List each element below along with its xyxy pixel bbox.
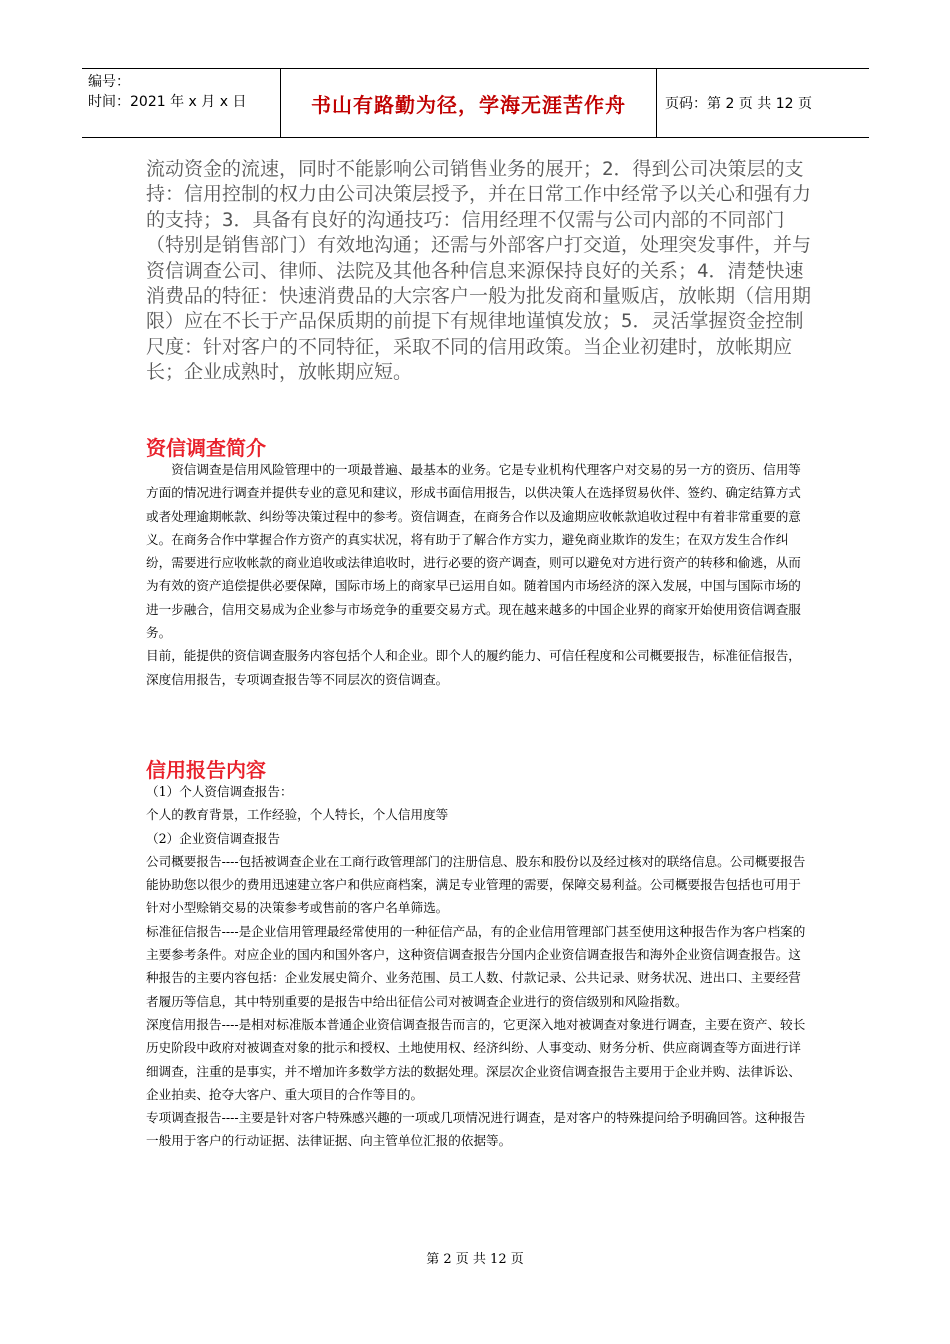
section-heading-credit-report: 信用报告内容 — [146, 758, 266, 782]
document-time-label: 时间：2021 年 x 月 x 日 — [88, 94, 247, 110]
paragraph: 资信调查是信用风险管理中的一项最普遍、最基本的业务。它是专业机构代理客户对交易的另一方的资历、信用等方面的情况进行调查并提供专业的意见和建议，形成书面信用报告，以供决策人在选择贸易伙伴、签约、确定结算方式或者处理逾期帐款、纠纷等决策过程中的参考。资信调查，在商务合作以及逾期应收帐款追收过程中有着非常重要的意义。在商务合作中掌握合作方资产的真实状况，将有助于了解合作方实力，避免商业欺诈的发生；在双方发生合作纠纷，需要进行应收帐款的商业追收或法律追收时，进行必要的资产调查，则可以避免对方进行资产的转移和偷逃，从而为有效的资产追偿提供必要保障，国际市场上的商家早已运用自如。随着国内市场经济的深入发展，中国与国际市场的进一步融合，信用交易成为企业参与市场竞争的重要交易方式。现在越来越多的中国企业界的商家开始使用资信调查服务。 — [146, 462, 801, 641]
header-meta — [82, 69, 281, 137]
list-item: （1）个人资信调查报告： — [146, 784, 293, 799]
intro-paragraph: 流动资金的流速，同时不能影响公司销售业务的展开；2．得到公司决策层的支持：信用控制的权力由公司决策层授予，并在日常工作中经常予以关心和强有力的支持；3．具备有良好的沟通技巧：信用经理不仅需与公司内部的不同部门（特别是销售部门）有效地沟通；还需与外部客户打交道，处理突发事件，并与资信调查公司、律师、法院及其他各种信息来源保持良好的关系；4．清楚快速消费品的特征：快速消费品的大宗客户一般为批发商和量贩店，放帐期（信用期限）应在不长于产品保质期的前提下有规律地谨慎发放；5．灵活掌握资金控制尺度：针对客户的不同特征，采取不同的信用政策。当企业初建时，放帐期应长；企业成熟时，放帐期应短。 — [146, 158, 812, 384]
section-body-credit-investigation — [146, 458, 813, 691]
list-item: 个人的教育背景，工作经验，个人特长，个人信用度等 — [146, 807, 449, 823]
section-heading-credit-investigation: 资信调查简介 — [146, 436, 266, 460]
header-motto: 书山有路勤为径，学海无涯苦作舟 — [281, 69, 657, 137]
header-page-info: 页码：第 2 页 共 12 页 — [665, 96, 812, 112]
paragraph: 标准征信报告----是企业信用管理最经常使用的一种征信产品，有的企业信用管理部门甚至使用这种报告作为客户档案的主要参考条件。对应企业的国内和国外客户，这种资信调查报告分国内企业资信调查报告和海外企业资信调查报告。这种报告的主要内容包括：企业发展史简介、业务范围、员工人数、付款记录、公共记录、财务状况、进出口、主要经营者履历等信息，其中特别重要的是报告中给出征信公司对被调查企业进行的资信级别和风险指数。 — [146, 923, 806, 1009]
paragraph: 深度信用报告----是相对标准版本普通企业资信调查报告而言的，它更深入地对被调查对象进行调查，主要在资产、较长历史阶段中政府对被调查对象的批示和授权、土地使用权、经济纠纷、人事变动、财务分析、供应商调查等方面进行详细调查，注重的是事实，并不增加许多数学方法的数据处理。深层次企业资信调查报告主要用于企业并购、法律诉讼、企业拍卖、抢夺大客户、重大项目的合作等目的。 — [146, 1016, 806, 1102]
paragraph: 目前，能提供的资信调查服务内容包括个人和企业。即个人的履约能力、可信任程度和公司概要报告，标准征信报告，深度信用报告，专项调查报告等不同层次的资信调查。 — [146, 648, 801, 687]
document-number-label: 编号： — [88, 74, 130, 90]
paragraph: 专项调查报告----主要是针对客户特殊感兴趣的一项或几项情况进行调查，是对客户的特殊提问给予明确回答。这种报告一般用于客户的行动证据、法律证据、向主管单位汇报的依据等。 — [146, 1110, 806, 1149]
list-item: （2）企业资信调查报告 — [146, 830, 280, 846]
page-header — [82, 68, 869, 138]
page-footer: 第 2 页 共 12 页 — [426, 1252, 524, 1267]
paragraph: 公司概要报告----包括被调查企业在工商行政管理部门的注册信息、股东和股份以及经过核对的联络信息。公司概要报告能协助您以很少的费用迅速建立客户和供应商档案，满足专业管理的需要，保障交易利益。公司概要报告包括也可用于针对小型赊销交易的决策参考或售前的客户名单筛选。 — [146, 853, 806, 916]
section-body-credit-report — [146, 780, 813, 1153]
